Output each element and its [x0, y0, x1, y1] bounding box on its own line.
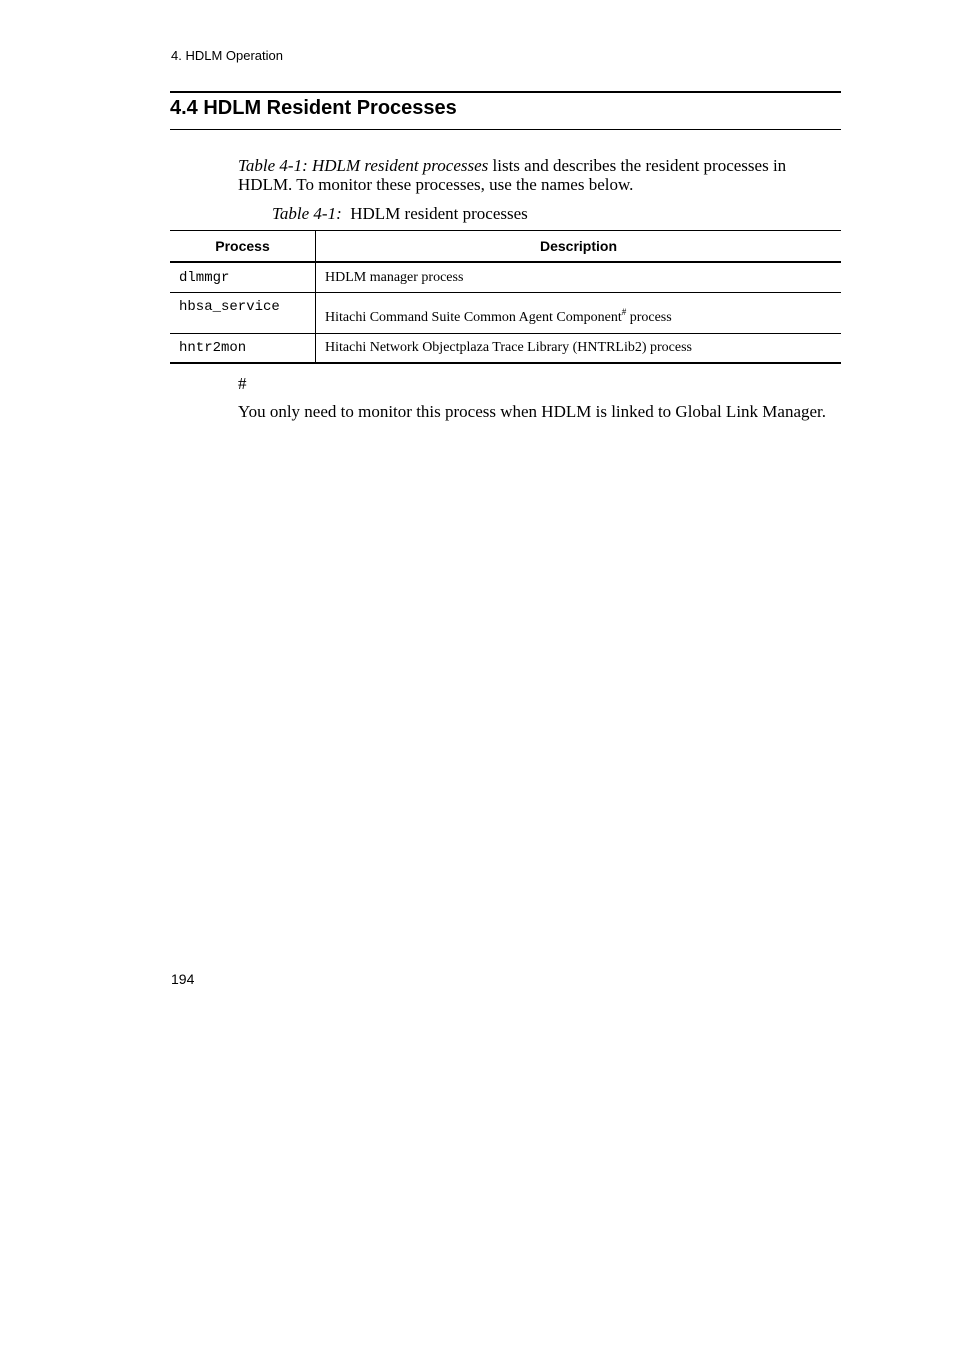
- table-caption: [272, 204, 528, 224]
- section-title: 4.4 HDLM Resident Processes: [170, 97, 457, 119]
- column-header-description: Description: [316, 231, 842, 263]
- process-name-cell: hntr2mon: [170, 334, 316, 364]
- table-caption-label: Table 4-1:: [272, 204, 342, 223]
- intro-text: lists and describes the resident processes in HDLM. To monitor these processes, use the names below.: [238, 156, 787, 194]
- table-row: [170, 293, 841, 334]
- process-description-cell: [316, 293, 842, 334]
- table-row: [170, 262, 841, 293]
- process-description-cell: Hitachi Network Objectplaza Trace Library (HNTRLib2) process: [316, 334, 842, 364]
- running-head: 4. HDLM Operation: [171, 48, 283, 63]
- table-header-row: [170, 231, 841, 263]
- process-name-cell: hbsa_service: [170, 293, 316, 334]
- footnote-mark: #: [238, 374, 247, 393]
- section-rule-bottom: [170, 129, 841, 130]
- process-name-cell: dlmmgr: [170, 262, 316, 293]
- column-header-process: Process: [170, 231, 316, 263]
- footnote-marker: #: [621, 307, 627, 317]
- description-suffix: process: [626, 310, 672, 325]
- process-description-cell: HDLM manager process: [316, 262, 842, 293]
- table-caption-title: HDLM resident processes: [341, 204, 528, 223]
- resident-processes-table: [170, 230, 841, 364]
- table-row: [170, 334, 841, 364]
- section-rule-top: [170, 91, 841, 93]
- footnote-text: You only need to monitor this process when HDLM is linked to Global Link Manager.: [238, 402, 827, 421]
- description-text: Hitachi Command Suite Common Agent Component: [325, 310, 622, 325]
- table-reference-link[interactable]: Table 4-1: HDLM resident processes: [238, 156, 489, 175]
- page-number: 194: [171, 971, 195, 987]
- intro-paragraph: [238, 156, 838, 194]
